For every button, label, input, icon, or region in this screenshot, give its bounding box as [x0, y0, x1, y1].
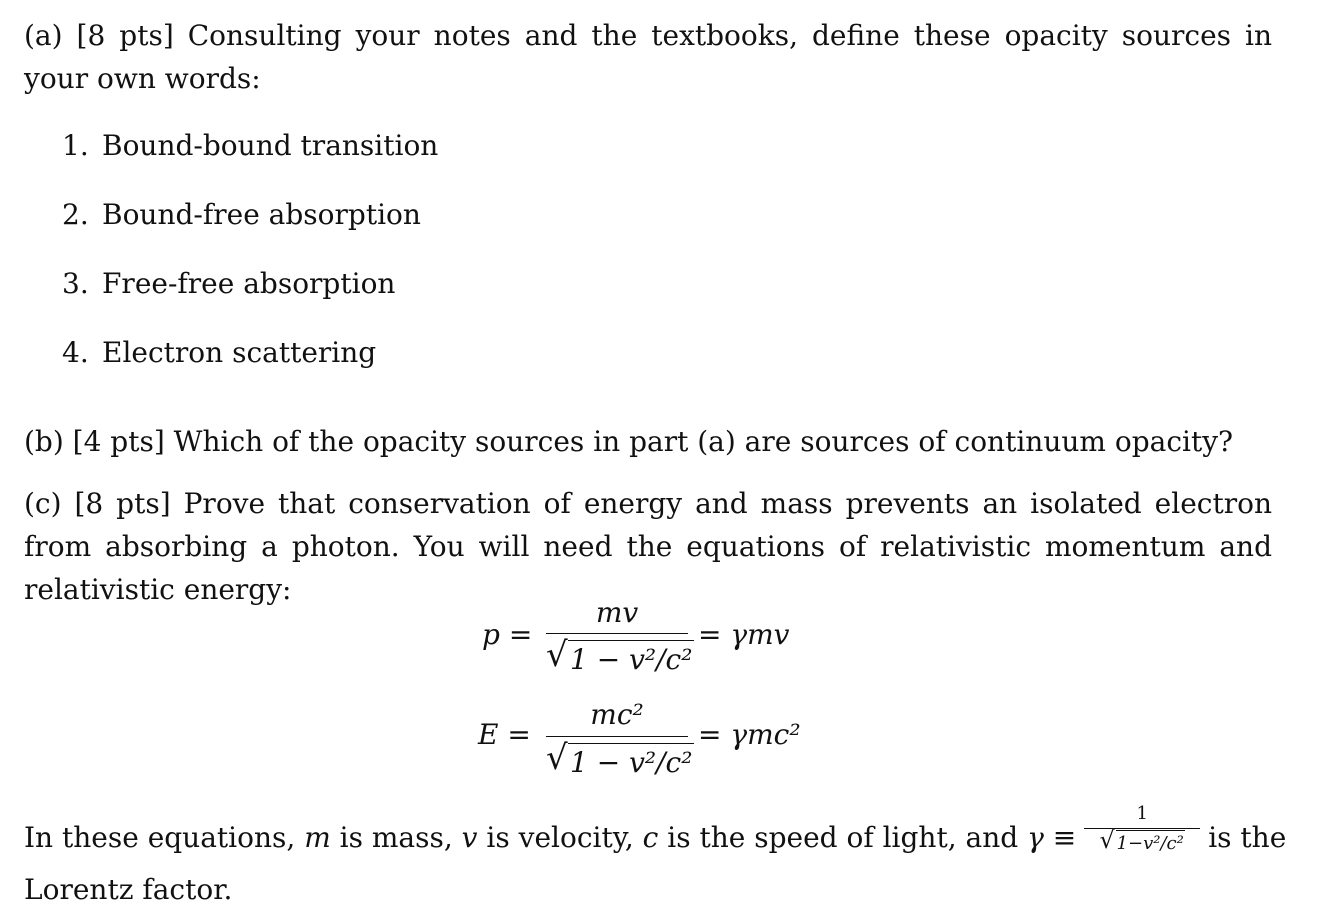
equation-rhs: = γmc² [698, 718, 801, 751]
list-item-number: 3. [62, 267, 89, 300]
part-a-prompt: (a) [8 pts] Consulting your notes and the textbooks, define these opacity sources in your own words: [24, 19, 1272, 95]
closing-line-2: Lorentz factor. [24, 873, 233, 906]
equation-fraction [546, 596, 693, 686]
list-item [62, 262, 438, 331]
closing-paragraph [24, 802, 1287, 916]
list-item [62, 331, 438, 400]
list-item [62, 193, 438, 262]
closing-line-1: In these equations, m is mass, v is velocity, c is the speed of light, and γ ≡ 1 √ 1−v²/c² is the [24, 812, 1272, 864]
equation-numerator: mv [595, 596, 639, 629]
list-item-number: 2. [62, 198, 89, 231]
energy-equation [478, 698, 828, 788]
list-item [62, 124, 438, 193]
fraction-bar [546, 736, 688, 737]
equation-lhs: p = [482, 618, 533, 651]
list-item-label: Bound-free absorption [102, 198, 421, 231]
equation-lhs: E = [478, 718, 531, 751]
equation-radicand: 1 − v²/c² [568, 743, 694, 779]
opacity-source-list [62, 124, 438, 400]
equation-denominator: √ 1 − v²/c² [546, 738, 693, 779]
lorentz-fraction: 1 √ 1−v²/c² [1084, 814, 1200, 866]
list-item-number: 4. [62, 336, 89, 369]
equation-rhs: = γmv [698, 618, 790, 651]
list-item-label: Bound-bound transition [102, 129, 439, 162]
momentum-equation [482, 596, 822, 686]
equation-fraction [546, 698, 693, 788]
equation-denominator: √ 1 − v²/c² [546, 635, 693, 676]
fraction-bar [546, 633, 688, 634]
gamma-definition: γ ≡ [1027, 821, 1077, 854]
list-item-label: Electron scattering [102, 336, 377, 369]
equation-numerator: mc² [590, 698, 644, 731]
part-c-prompt: (c) [8 pts] Prove that conservation of energy and mass prevents an isolated electron from absorbing a photon. You will need the equations of relativistic momentum and relativistic energy: [24, 487, 1272, 606]
list-item-label: Free-free absorption [102, 267, 396, 300]
part-b-prompt: (b) [4 pts] Which of the opacity sources in part (a) are sources of continuum opacity? [24, 425, 1234, 458]
equation-radicand: 1 − v²/c² [568, 640, 694, 676]
list-item-number: 1. [62, 129, 89, 162]
